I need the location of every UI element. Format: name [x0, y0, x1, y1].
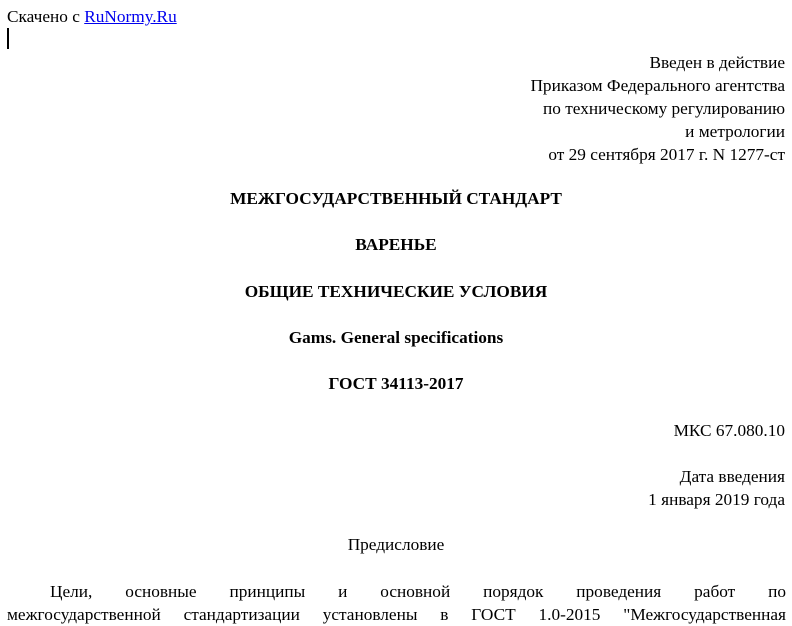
preface-paragraph [7, 580, 786, 626]
introduction-label: Дата введения [679, 467, 785, 486]
standard-subtitle: ОБЩИЕ ТЕХНИЧЕСКИЕ УСЛОВИЯ [244, 282, 548, 301]
approval-line: Приказом Федерального агентства [530, 76, 785, 95]
text-cursor [7, 28, 9, 49]
english-title: Gams. General specifications [288, 328, 504, 347]
standard-type: МЕЖГОСУДАРСТВЕННЫЙ СТАНДАРТ [230, 189, 562, 208]
mks-code: МКС 67.080.10 [673, 421, 785, 440]
preface-heading: Предисловие [347, 535, 445, 554]
preface-line: межгосударственной стандартизации установлены в ГОСТ 1.0-2015 "Межгосударственная [7, 605, 786, 624]
source-link[interactable]: RuNormy.Ru [84, 7, 177, 26]
standard-title: ВАРЕНЬЕ [355, 235, 437, 254]
approval-line: от 29 сентября 2017 г. N 1277-ст [548, 145, 785, 164]
preface-line: Цели, основные принципы и основной порядок проведения работ по [50, 582, 786, 601]
approval-block [530, 51, 785, 166]
approval-line: и метрологии [685, 122, 785, 141]
introduction-date: 1 января 2019 года [648, 490, 785, 509]
standard-code: ГОСТ 34113-2017 [328, 374, 464, 393]
approval-line: Введен в действие [649, 53, 785, 72]
source-prefix: Скачено с [7, 7, 80, 26]
source-line [7, 6, 177, 28]
approval-line: по техническому регулированию [543, 99, 785, 118]
